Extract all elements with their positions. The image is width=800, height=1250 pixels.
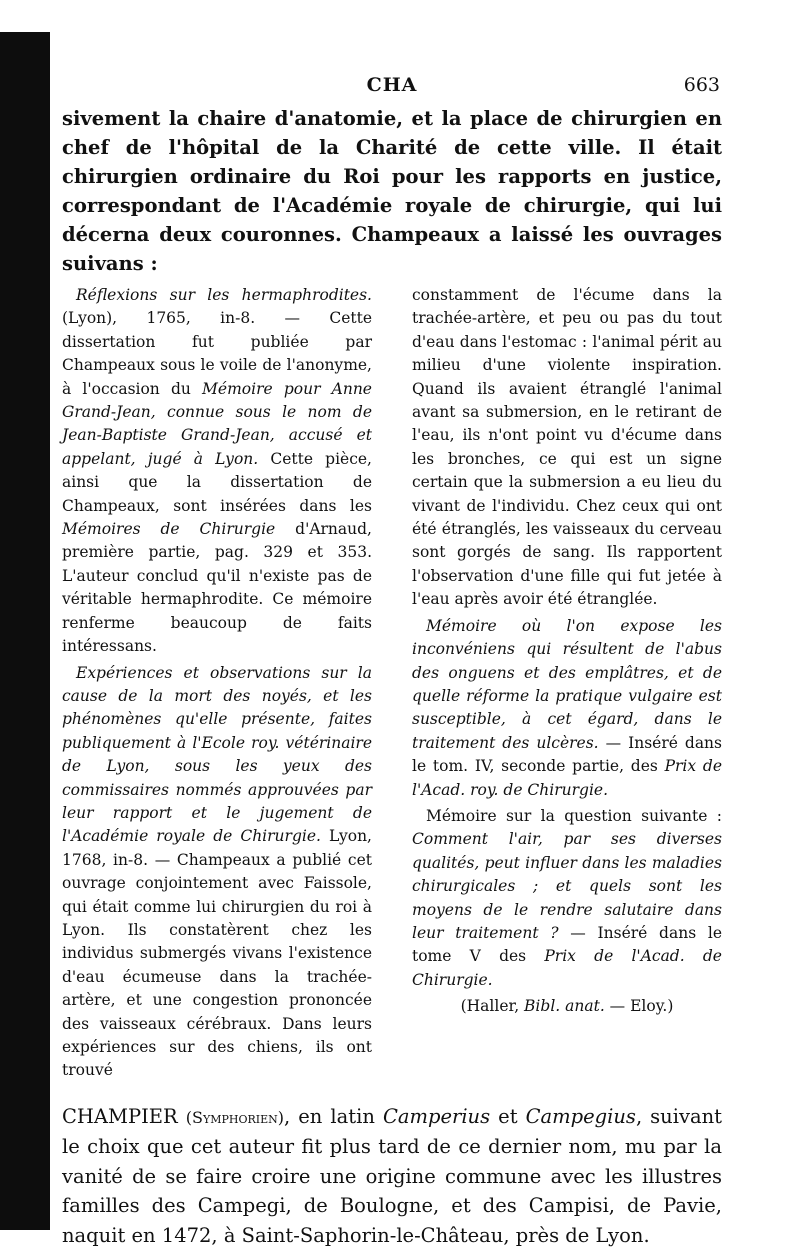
work-entry-onguens bbox=[412, 615, 722, 802]
work-title: Mémoire où l'on expose les inconvéniens qui résultent de l'abus des onguens et des emplâtres, et de quelle réforme la pratique vulgaire est susceptible, à cet égard, dans le traitement des ulcères. bbox=[412, 616, 722, 752]
work-title: Mémoires de Chirurgie bbox=[62, 520, 276, 539]
entry-headword: CHAMPIER bbox=[62, 1104, 178, 1128]
work-title: Prix de l'Acad. roy. de Chirurgie. bbox=[412, 757, 722, 799]
work-title: Comment l'air, par ses diverses qualités, peut influer dans les maladies chirurgicales ; et quels sont les moyens de le rendre salutaire dans leur traitement ? bbox=[412, 830, 722, 942]
work-title: Mémoire pour Anne Grand-Jean, connue sous le nom de Jean-Baptiste Grand-Jean, accusé et appelant, jugé à Lyon. bbox=[62, 379, 372, 468]
work-entry-hermaphrodites bbox=[62, 284, 372, 659]
running-head-title: CHA bbox=[366, 74, 418, 96]
work-text: — Inséré dans le tome V des bbox=[412, 923, 722, 966]
work-text: — Inséré dans le tom. IV, seconde partie, des bbox=[412, 733, 722, 776]
work-text: (Lyon), 1765, in-8. — Cette dissertation fut publiée par Champeaux sous le voile de l'anonyme, à l'occasion du bbox=[62, 309, 372, 398]
work-text: Lyon, 1768, in-8. — Champeaux a publié cet ouvrage conjointement avec Faissole, qui était comme lui chirurgien du roi à Lyon. Ils constatèrent chez les individus submergés vivans l'existence d'eau écumeuse dans la trachée-artère, et une congestion prononcée des vaisseaux cérébraux. Dans leurs expériences sur des chiens, ils ont trouvé bbox=[62, 827, 372, 1080]
two-column-body bbox=[62, 284, 722, 1086]
source-credit bbox=[412, 995, 722, 1018]
continuation-paragraph: constamment de l'écume dans la trachée-artère, et peu ou pas du tout d'eau dans l'estomac : l'animal périt au milieu d'une violente inspiration. Quand ils avaient étranglé l'animal avant sa submersion, en le retirant de l'eau, ils n'ont point vu d'écume dans les bronches, ce qui est un signe certain que la submersion a eu lieu du vivant de l'individu. Chez ceux qui ont été étranglés, les vaisseaux du cerveau sont gorgés de sang. Ils rapportent l'observation d'une fille qui fut jetée à l'eau après avoir été étranglée. bbox=[412, 286, 722, 609]
work-entry-noyes bbox=[62, 662, 372, 1083]
work-entry-air bbox=[412, 805, 722, 992]
latin-name: Camperius bbox=[382, 1104, 491, 1128]
left-column bbox=[62, 284, 372, 1086]
credit-title: Bibl. anat. bbox=[524, 997, 605, 1016]
work-title: Prix de l'Acad. de Chirurgie. bbox=[412, 947, 722, 989]
latin-name: Campegius bbox=[525, 1104, 636, 1128]
entry-firstname: (Symphorien) bbox=[185, 1107, 285, 1127]
intro-text: sivement la chaire d'anatomie, et la place de chirurgien en chef de l'hôpital de la Charité de cette ville. Il était chirurgien ordinaire du Roi pour les rapports en justice, correspondant de l'Académie royale de chirurgie, qui lui décerna deux couronnes. Champeaux a laissé les ouvrages suivans : bbox=[62, 107, 722, 275]
work-title: Réflexions sur les hermaphrodites. bbox=[76, 286, 372, 304]
work-title: Expériences et observations sur la cause de la mort des noyés, et les phénomènes qu'elle présente, faites publiquement à l'Ecole roy. vétérinaire de Lyon, sous les yeux des commissaires nommés approuvées par leur rapport et le jugement de l'Académie royale de Chirurgie. bbox=[62, 663, 372, 846]
credit-text: — Eloy.) bbox=[604, 997, 674, 1016]
entry-champier bbox=[62, 1102, 722, 1250]
work-text: Mémoire sur la question suivante : bbox=[426, 806, 722, 825]
entry-text-part: et bbox=[490, 1104, 526, 1128]
right-column bbox=[412, 284, 722, 1086]
credit-text: (Haller, bbox=[460, 997, 525, 1016]
page-number: 663 bbox=[683, 74, 720, 96]
book-spine-shadow bbox=[0, 32, 50, 1230]
book-page bbox=[62, 74, 723, 1247]
entry-text-part: , suivant le choix que cet auteur fit plus tard de ce dernier nom, mu par la vanité de se faire croire une origine commune avec les illustres familles des Campegi, de Boulogne, et des Campisi, de Pavie, naquit en 1472, à Saint-Saphorin-le-Château, près de Lyon. bbox=[62, 1104, 723, 1247]
intro-paragraph bbox=[62, 104, 722, 278]
entry-text bbox=[62, 1102, 722, 1250]
entry-text-part: , en latin bbox=[284, 1104, 383, 1128]
work-text: d'Arnaud, première partie, pag. 329 et 353. L'auteur conclud qu'il n'existe pas de véritable hermaphrodite. Ce mémoire renferme beaucoup de faits intéressans. bbox=[62, 520, 372, 656]
running-header bbox=[62, 74, 722, 104]
work-text: Cette pièce, ainsi que la dissertation de Champeaux, sont insérées dans les bbox=[62, 449, 372, 515]
